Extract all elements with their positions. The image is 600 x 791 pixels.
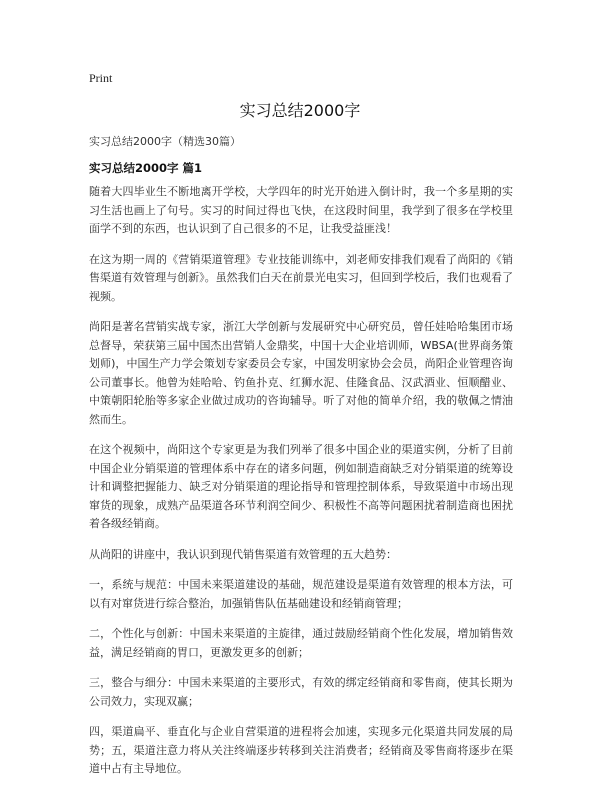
paragraph-5: 从尚阳的讲座中，我认识到现代销售渠道有效管理的五大趋势： — [89, 547, 397, 561]
paragraph-3: 尚阳是著名营销实战专家，浙江大学创新与发展研究中心研究员，曾任娃哈哈集团市场总督导，荣获第三届中国杰出营销人金鼎奖，中国十大企业培训师，WBSA(世界商务策划师)，中国生产力学会策划专家委员会专家，中国发明家协会会员，尚阳企业管理咨询公司董事长。他曾为娃哈哈、钓鱼扑克、红狮水泥、佳隆食品、汉武酒业、恒顺醋业、中策朝阳轮胎等多家企业做过成功的咨询辅导。听了对他的简单介绍，我的敬佩之情油然而生。 — [89, 320, 513, 426]
paragraph-9: 四，渠道扁平、垂直化与企业自营渠道的进程将会加速，实现多元化渠道共同发展的局势；五，渠道注意力将从关注终端逐步转移到关注消费者；经销商及零售商将逐步在渠道中占有主导地位。 — [89, 725, 513, 775]
print-link[interactable]: Print — [89, 71, 113, 85]
article-heading: 实习总结2000字 篇1 — [89, 161, 203, 175]
paragraph-7: 二，个性化与创新：中国未来渠道的主旋律，通过鼓励经销商个性化发展，增加销售效益，满足经销商的胃口，更激发更多的创新； — [89, 627, 513, 659]
paragraph-1: 随着大四毕业生不断地离开学校，大学四年的时光开始进入倒计时，我一个多星期的实习生活也画上了句号。实习的时间过得也飞快，在这段时间里，我学到了很多在学校里面学不到的东西，也认识到了自己很多的不足，让我受益匪浅！ — [89, 185, 513, 235]
paragraph-8: 三，整合与细分：中国未来渠道的主要形式，有效的绑定经销商和零售商，使其长期为公司效力，实现双赢； — [89, 676, 513, 708]
paragraph-6: 一，系统与规范：中国未来渠道建设的基础，规范建设是渠道有效管理的根本方法，可以有对窜货进行综合整治，加强销售队伍基础建设和经销商管理； — [89, 578, 513, 610]
article-body — [89, 183, 513, 791]
page-title: 实习总结2000字 — [239, 101, 361, 120]
paragraph-4: 在这个视频中，尚阳这个专家更是为我们列举了很多中国企业的渠道实例，分析了目前中国企业分销渠道的管理体系中存在的诸多问题，例如制造商缺乏对分销渠道的统筹设计和调整把握能力、缺乏对分销渠道的理论指导和管理控制体系，导致渠道中市场出现窜货的现象，成熟产品渠道各环节利润空间少、积极性不高等问题困扰着制造商也困扰着各级经销商。 — [89, 443, 513, 530]
paragraph-2: 在这为期一周的《营销渠道管理》专业技能训练中，刘老师安排我们观看了尚阳的《销售渠道有效管理与创新》。虽然我们白天在前景光电实习，但回到学校后，我们也观看了视频。 — [89, 252, 513, 303]
subtitle: 实习总结2000字（精选30篇） — [89, 135, 241, 148]
